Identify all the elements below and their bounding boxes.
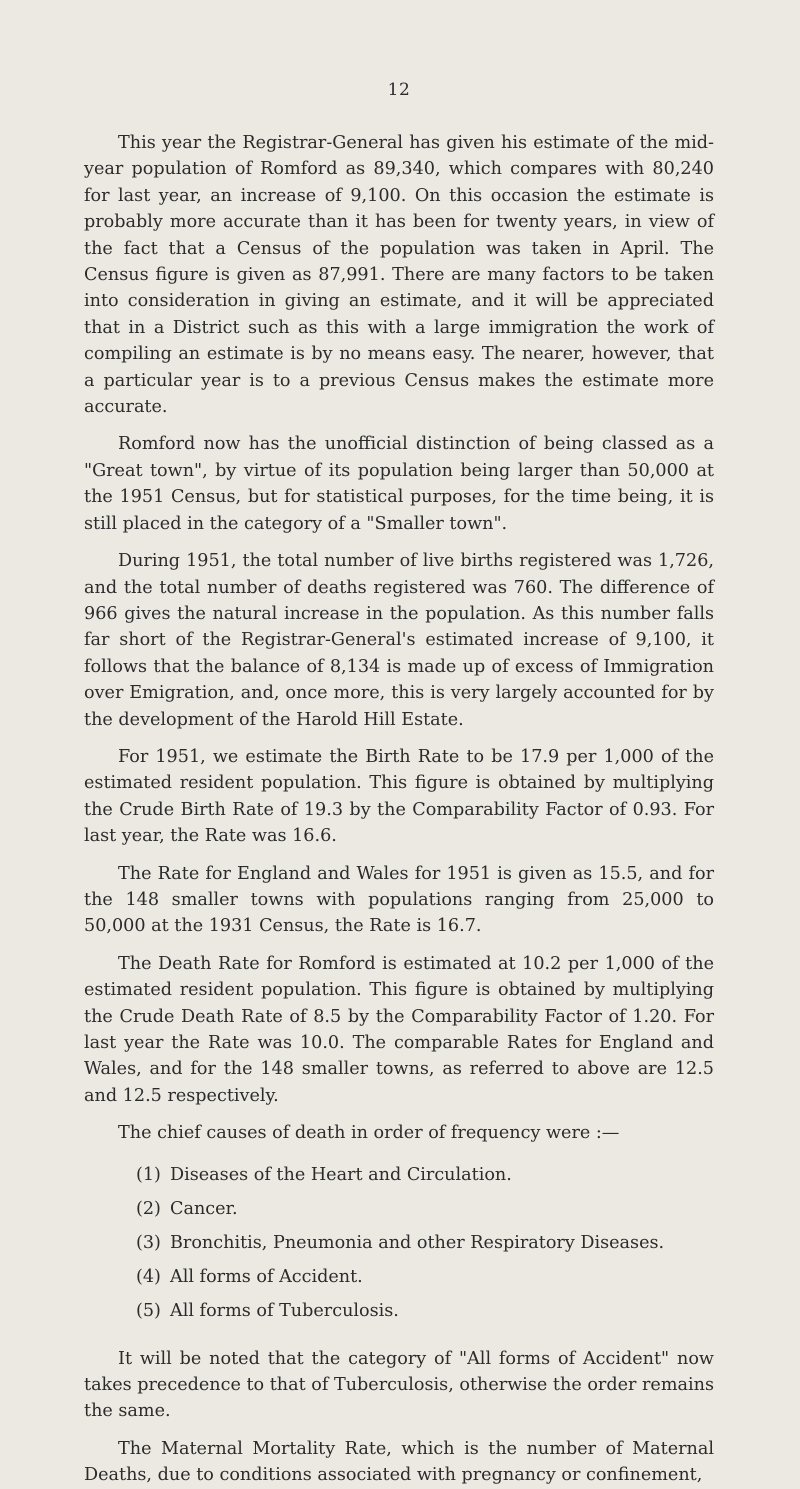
paragraph-births-deaths: During 1951, the total number of live births registered was 1,726, and the total number of deaths registered was 760. The difference of 966 gives the natural increase in the population. As this number falls far short of the Registrar-General's estimated increase of 9,100, it follows that the balance of 8,134 is made up of excess of Immigration over Emigration, and, once more, this is very largely accounted for by the development of the Harold Hill Estate. [84, 551, 714, 730]
paragraph-great-town: Romford now has the unofficial distinction of being classed as a "Great town", by virtue of its population being larger than 50,000 at the 1951 Census, but for statistical purposes, for the time being, it is still placed in the category of a "Smaller town". [84, 434, 714, 534]
list-item-text: Bronchitis, Pneumonia and other Respiratory Diseases. [170, 1232, 665, 1253]
list-item-number: (2) [136, 1198, 161, 1219]
paragraph-population-estimate: This year the Registrar-General has given his estimate of the mid-year population of Romford as 89,340, which compares with 80,240 for last year, an increase of 9,100. On this occasion the estimate is probably more accurate than it has been for twenty years, in view of the fact that a Census of the population was taken in April. The Census figure is given as 87,991. There are many factors to be taken into consideration in giving an estimate, and it will be appreciated that in a District such as this with a large immigration the work of compiling an estimate is by no means easy. The nearer, however, that a particular year is to a previous Census makes the estimate more accurate. [84, 133, 714, 418]
list-item-number: (1) [136, 1164, 161, 1185]
paragraph-accident-precedence: It will be noted that the category of "All forms of Accident" now takes precedence to that of Tuberculosis, otherwise the order remains the same. [84, 1348, 714, 1422]
report-body [84, 130, 714, 1489]
list-item-text: All forms of Tuberculosis. [170, 1300, 399, 1321]
paragraph-england-wales-rate: The Rate for England and Wales for 1951 is given as 15.5, and for the 148 smaller towns with populations ranging from 25,000 to 50,000 at the 1931 Census, the Rate is 16.7. [84, 863, 714, 937]
paragraph-causes-intro: The chief causes of death in order of frequency were :— [118, 1123, 620, 1144]
list-item [136, 1158, 714, 1192]
list-item [136, 1226, 714, 1260]
paragraph-birth-rate: For 1951, we estimate the Birth Rate to be 17.9 per 1,000 of the estimated resident population. This figure is obtained by multiplying the Crude Birth Rate of 19.3 by the Comparability Factor of 0.93. For last year, the Rate was 16.6. [84, 746, 714, 847]
list-item-text: All forms of Accident. [170, 1266, 363, 1287]
paragraph-death-rate: The Death Rate for Romford is estimated at 10.2 per 1,000 of the estimated resident population. This figure is obtained by multiplying the Crude Death Rate of 8.5 by the Comparability Factor of 1.20. For last year the Rate was 10.0. The comparable Rates for England and Wales, and for the 148 smaller towns, as referred to above are 12.5 and 12.5 respectively. [84, 953, 714, 1106]
list-item-text: Diseases of the Heart and Circulation. [170, 1164, 512, 1185]
list-item [136, 1294, 714, 1328]
list-item-number: (3) [136, 1232, 161, 1253]
paragraph-maternal-mortality: The Maternal Mortality Rate, which is the number of Maternal Deaths, due to conditions associated with pregnancy or confinement, [84, 1438, 714, 1486]
list-item [136, 1260, 714, 1294]
list-item-text: Cancer. [170, 1198, 238, 1219]
causes-of-death-list [84, 1158, 714, 1328]
page-number: 12 [387, 80, 411, 100]
list-item-number: (5) [136, 1300, 161, 1321]
list-item-number: (4) [136, 1266, 161, 1287]
list-item [136, 1192, 714, 1226]
